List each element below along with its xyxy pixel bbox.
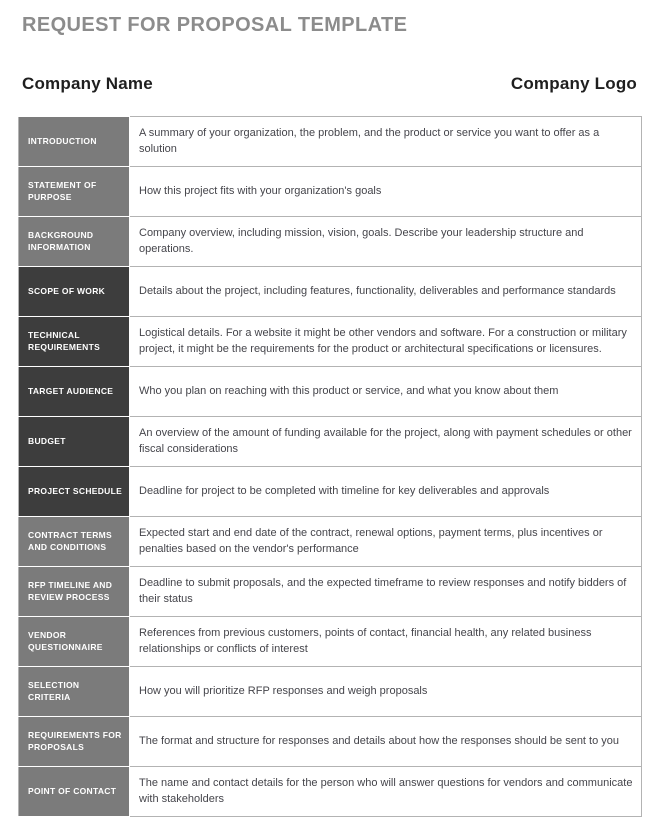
table-row <box>19 317 642 367</box>
row-section-description: References from previous customers, points of contact, financial health, any related business relationships or conflicts of interest <box>130 617 642 667</box>
row-section-label: SELECTION CRITERIA <box>19 667 130 717</box>
row-section-label: CONTRACT TERMS AND CONDITIONS <box>19 517 130 567</box>
table-row <box>19 567 642 617</box>
row-section-description: Deadline to submit proposals, and the expected timeframe to review responses and notify bidders of their status <box>130 567 642 617</box>
row-section-label: BUDGET <box>19 417 130 467</box>
table-row <box>19 517 642 567</box>
row-section-description: An overview of the amount of funding available for the project, along with payment schedules or other fiscal considerations <box>130 417 642 467</box>
table-row <box>19 717 642 767</box>
row-section-description: Company overview, including mission, vision, goals. Describe your leadership structure and operations. <box>130 217 642 267</box>
table-row <box>19 367 642 417</box>
row-section-label: RFP TIMELINE AND REVIEW PROCESS <box>19 567 130 617</box>
row-section-description: The format and structure for responses and details about how the responses should be sent to you <box>130 717 642 767</box>
rfp-table-body <box>19 117 642 817</box>
row-section-label: TECHNICAL REQUIREMENTS <box>19 317 130 367</box>
row-section-label: REQUIREMENTS FOR PROPOSALS <box>19 717 130 767</box>
row-section-description: How you will prioritize RFP responses and weigh proposals <box>130 667 642 717</box>
table-row <box>19 767 642 817</box>
table-row <box>19 217 642 267</box>
row-section-label: PROJECT SCHEDULE <box>19 467 130 517</box>
table-row <box>19 617 642 667</box>
row-section-label: INTRODUCTION <box>19 117 130 167</box>
row-section-label: BACKGROUND INFORMATION <box>19 217 130 267</box>
company-logo-placeholder: Company Logo <box>510 74 637 93</box>
row-section-description: A summary of your organization, the problem, and the product or service you want to offer as a solution <box>130 117 642 167</box>
row-section-description: Expected start and end date of the contract, renewal options, payment terms, plus incentives or penalties based on the vendor's performance <box>130 517 642 567</box>
rfp-sections-table <box>18 116 642 817</box>
row-section-label: STATEMENT OF PURPOSE <box>19 167 130 217</box>
row-section-label: TARGET AUDIENCE <box>19 367 130 417</box>
row-section-description: Details about the project, including features, functionality, deliverables and performance standards <box>130 267 642 317</box>
row-section-label: POINT OF CONTACT <box>19 767 130 817</box>
row-section-description: How this project fits with your organization's goals <box>130 167 642 217</box>
row-section-description: The name and contact details for the person who will answer questions for vendors and communicate with stakeholders <box>130 767 642 817</box>
company-name-placeholder: Company Name <box>22 74 153 93</box>
row-section-description: Logistical details. For a website it might be other vendors and software. For a construction or military project, it might be the requirements for the product or architectural specifications or licensures. <box>130 317 642 367</box>
table-row <box>19 417 642 467</box>
row-section-description: Who you plan on reaching with this product or service, and what you know about them <box>130 367 642 417</box>
page-title: REQUEST FOR PROPOSAL TEMPLATE <box>22 14 408 36</box>
table-row <box>19 117 642 167</box>
table-row <box>19 167 642 217</box>
table-row <box>19 667 642 717</box>
row-section-label: VENDOR QUESTIONNAIRE <box>19 617 130 667</box>
company-header-row <box>22 74 637 94</box>
table-row <box>19 267 642 317</box>
table-row <box>19 467 642 517</box>
row-section-label: SCOPE OF WORK <box>19 267 130 317</box>
row-section-description: Deadline for project to be completed with timeline for key deliverables and approvals <box>130 467 642 517</box>
